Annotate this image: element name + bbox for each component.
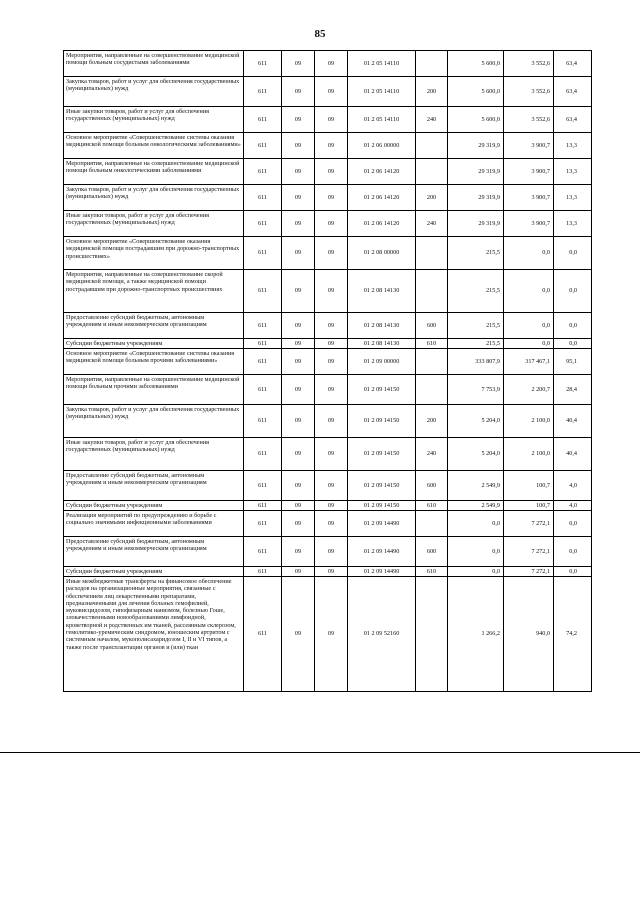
percent-cell: 0,0	[554, 339, 592, 349]
target-code-cell: 01 2 09 14490	[348, 567, 416, 577]
expense-type-cell	[416, 159, 448, 185]
target-code-cell: 01 2 05 14110	[348, 77, 416, 107]
actual-amount-cell: 940,0	[504, 577, 554, 692]
table-row	[64, 501, 592, 511]
expense-type-cell	[416, 375, 448, 405]
target-code-cell: 01 2 09 00000	[348, 349, 416, 375]
admin-code-cell: 611	[244, 577, 282, 692]
table-row	[64, 349, 592, 375]
target-code-cell: 01 2 08 14130	[348, 270, 416, 313]
target-code-cell: 01 2 05 14110	[348, 107, 416, 133]
subsection-code-cell: 09	[315, 405, 348, 438]
row-name-cell: Мероприятия, направленные на совершенствование медицинской помощи больным онкологическими заболеваниями	[64, 159, 244, 185]
percent-cell: 63,4	[554, 77, 592, 107]
admin-code-cell: 611	[244, 51, 282, 77]
target-code-cell: 01 2 06 14120	[348, 159, 416, 185]
section-code-cell: 09	[282, 133, 315, 159]
section-code-cell: 09	[282, 511, 315, 537]
table-row	[64, 339, 592, 349]
row-name-cell: Закупка товаров, работ и услуг для обеспечения государственных (муниципальных) нужд	[64, 77, 244, 107]
actual-amount-cell: 3 552,6	[504, 107, 554, 133]
admin-code-cell: 611	[244, 471, 282, 501]
subsection-code-cell: 09	[315, 77, 348, 107]
admin-code-cell: 611	[244, 237, 282, 270]
expense-type-cell: 200	[416, 77, 448, 107]
table-row	[64, 405, 592, 438]
expense-type-cell: 610	[416, 501, 448, 511]
table-row	[64, 537, 592, 567]
plan-amount-cell: 29 319,9	[448, 185, 504, 211]
percent-cell: 13,3	[554, 185, 592, 211]
plan-amount-cell: 0,0	[448, 567, 504, 577]
row-name-cell: Иные закупки товаров, работ и услуг для обеспечения государственных (муниципальных) нужд	[64, 211, 244, 237]
table-row	[64, 159, 592, 185]
section-code-cell: 09	[282, 51, 315, 77]
table-row	[64, 133, 592, 159]
subsection-code-cell: 09	[315, 471, 348, 501]
table-row	[64, 438, 592, 471]
expense-type-cell: 600	[416, 537, 448, 567]
plan-amount-cell: 5 600,0	[448, 107, 504, 133]
actual-amount-cell: 3 552,6	[504, 51, 554, 77]
percent-cell: 0,0	[554, 270, 592, 313]
percent-cell: 13,3	[554, 133, 592, 159]
plan-amount-cell: 5 600,0	[448, 77, 504, 107]
row-name-cell: Предоставление субсидий бюджетным, автономным учреждениям и иным некоммерческим организациям	[64, 313, 244, 339]
admin-code-cell: 611	[244, 185, 282, 211]
row-name-cell: Иные закупки товаров, работ и услуг для обеспечения государственных (муниципальных) нужд	[64, 107, 244, 133]
admin-code-cell: 611	[244, 339, 282, 349]
section-code-cell: 09	[282, 237, 315, 270]
plan-amount-cell: 1 266,2	[448, 577, 504, 692]
plan-amount-cell: 5 600,0	[448, 51, 504, 77]
actual-amount-cell: 0,0	[504, 313, 554, 339]
section-code-cell: 09	[282, 159, 315, 185]
row-name-cell: Субсидии бюджетным учреждениям	[64, 501, 244, 511]
plan-amount-cell: 2 549,9	[448, 471, 504, 501]
expense-type-cell: 610	[416, 567, 448, 577]
expense-type-cell: 200	[416, 405, 448, 438]
subsection-code-cell: 09	[315, 577, 348, 692]
row-name-cell: Субсидии бюджетным учреждениям	[64, 567, 244, 577]
actual-amount-cell: 3 900,7	[504, 211, 554, 237]
actual-amount-cell: 0,0	[504, 339, 554, 349]
actual-amount-cell: 317 467,1	[504, 349, 554, 375]
plan-amount-cell: 215,5	[448, 339, 504, 349]
percent-cell: 0,0	[554, 313, 592, 339]
percent-cell: 0,0	[554, 567, 592, 577]
plan-amount-cell: 215,5	[448, 237, 504, 270]
actual-amount-cell: 3 552,6	[504, 77, 554, 107]
subsection-code-cell: 09	[315, 313, 348, 339]
row-name-cell: Основное мероприятие «Совершенствование системы оказания медицинской помощи больным онкологическими заболеваниями»	[64, 133, 244, 159]
percent-cell: 63,4	[554, 51, 592, 77]
target-code-cell: 01 2 09 14150	[348, 471, 416, 501]
row-name-cell: Закупка товаров, работ и услуг для обеспечения государственных (муниципальных) нужд	[64, 405, 244, 438]
section-code-cell: 09	[282, 349, 315, 375]
actual-amount-cell: 3 900,7	[504, 159, 554, 185]
target-code-cell: 01 2 06 14120	[348, 211, 416, 237]
percent-cell: 13,3	[554, 159, 592, 185]
admin-code-cell: 611	[244, 537, 282, 567]
plan-amount-cell: 5 204,0	[448, 438, 504, 471]
subsection-code-cell: 09	[315, 537, 348, 567]
section-code-cell: 09	[282, 567, 315, 577]
plan-amount-cell: 5 204,0	[448, 405, 504, 438]
table-row	[64, 313, 592, 339]
expense-type-cell: 610	[416, 339, 448, 349]
actual-amount-cell: 0,0	[504, 237, 554, 270]
admin-code-cell: 611	[244, 567, 282, 577]
budget-table	[63, 50, 592, 692]
subsection-code-cell: 09	[315, 185, 348, 211]
expense-type-cell: 240	[416, 211, 448, 237]
section-code-cell: 09	[282, 313, 315, 339]
expense-type-cell: 240	[416, 107, 448, 133]
plan-amount-cell: 29 319,9	[448, 211, 504, 237]
percent-cell: 63,4	[554, 107, 592, 133]
admin-code-cell: 611	[244, 405, 282, 438]
plan-amount-cell: 333 807,9	[448, 349, 504, 375]
subsection-code-cell: 09	[315, 375, 348, 405]
target-code-cell: 01 2 09 14490	[348, 511, 416, 537]
admin-code-cell: 611	[244, 349, 282, 375]
row-name-cell: Мероприятия, направленные на совершенствование скорой медицинской помощи, а также медицинской помощи пострадавшим при дорожно-транспортных происшествиях	[64, 270, 244, 313]
subsection-code-cell: 09	[315, 211, 348, 237]
expense-type-cell	[416, 133, 448, 159]
admin-code-cell: 611	[244, 270, 282, 313]
table-row	[64, 577, 592, 692]
subsection-code-cell: 09	[315, 237, 348, 270]
percent-cell: 4,0	[554, 501, 592, 511]
target-code-cell: 01 2 08 14130	[348, 313, 416, 339]
table-row	[64, 567, 592, 577]
row-name-cell: Иные закупки товаров, работ и услуг для обеспечения государственных (муниципальных) нужд	[64, 438, 244, 471]
expense-type-cell: 600	[416, 471, 448, 501]
table-row	[64, 77, 592, 107]
target-code-cell: 01 2 09 14490	[348, 537, 416, 567]
section-code-cell: 09	[282, 577, 315, 692]
table-row	[64, 471, 592, 501]
row-name-cell: Предоставление субсидий бюджетным, автономным учреждениям и иным некоммерческим организациям	[64, 471, 244, 501]
admin-code-cell: 611	[244, 133, 282, 159]
expense-type-cell	[416, 577, 448, 692]
percent-cell: 0,0	[554, 237, 592, 270]
target-code-cell: 01 2 09 14150	[348, 438, 416, 471]
subsection-code-cell: 09	[315, 270, 348, 313]
percent-cell: 0,0	[554, 511, 592, 537]
plan-amount-cell: 29 319,9	[448, 159, 504, 185]
subsection-code-cell: 09	[315, 339, 348, 349]
subsection-code-cell: 09	[315, 51, 348, 77]
expense-type-cell: 200	[416, 185, 448, 211]
subsection-code-cell: 09	[315, 159, 348, 185]
table-row	[64, 237, 592, 270]
admin-code-cell: 611	[244, 313, 282, 339]
percent-cell: 28,4	[554, 375, 592, 405]
actual-amount-cell: 7 272,1	[504, 567, 554, 577]
admin-code-cell: 611	[244, 438, 282, 471]
table-row	[64, 51, 592, 77]
row-name-cell: Иные межбюджетные трансферты на финансовое обеспечение расходов на организационные мероприятия, связанные с обеспечением лиц лекарственными препаратами, предназначенными для лечения больных гемофилией, муковисцидозом, гипофизарным нанизмом, болезнью Гоше, злокачественными новообразованиями лимфоидной, кроветворной и родственных им тканей, рассеянным склерозом, гемолитико-уремическим синдромом, юношеским артритом с системным началом, мукополисахаридозом I, II и VI типов, а также после трансплантации органов и (или) ткан	[64, 577, 244, 692]
page-number: 85	[314, 28, 326, 40]
actual-amount-cell: 100,7	[504, 471, 554, 501]
row-name-cell: Основное мероприятие «Совершенствование оказания медицинской помощи пострадавшим при дорожно-транспортных происшествиях»	[64, 237, 244, 270]
expense-type-cell: 600	[416, 313, 448, 339]
subsection-code-cell: 09	[315, 501, 348, 511]
section-code-cell: 09	[282, 211, 315, 237]
percent-cell: 40,4	[554, 438, 592, 471]
section-code-cell: 09	[282, 375, 315, 405]
subsection-code-cell: 09	[315, 133, 348, 159]
target-code-cell: 01 2 08 14130	[348, 339, 416, 349]
section-code-cell: 09	[282, 107, 315, 133]
admin-code-cell: 611	[244, 107, 282, 133]
admin-code-cell: 611	[244, 77, 282, 107]
target-code-cell: 01 2 09 14150	[348, 405, 416, 438]
admin-code-cell: 611	[244, 501, 282, 511]
table-row	[64, 270, 592, 313]
section-code-cell: 09	[282, 270, 315, 313]
section-code-cell: 09	[282, 185, 315, 211]
row-name-cell: Субсидии бюджетным учреждениям	[64, 339, 244, 349]
actual-amount-cell: 7 272,1	[504, 537, 554, 567]
target-code-cell: 01 2 09 14150	[348, 375, 416, 405]
plan-amount-cell: 215,5	[448, 270, 504, 313]
table-row	[64, 107, 592, 133]
actual-amount-cell: 2 100,0	[504, 405, 554, 438]
table-body	[64, 51, 592, 692]
section-code-cell: 09	[282, 471, 315, 501]
percent-cell: 0,0	[554, 537, 592, 567]
subsection-code-cell: 09	[315, 438, 348, 471]
target-code-cell: 01 2 09 14150	[348, 501, 416, 511]
plan-amount-cell: 0,0	[448, 511, 504, 537]
percent-cell: 4,0	[554, 471, 592, 501]
admin-code-cell: 611	[244, 375, 282, 405]
expense-type-cell	[416, 51, 448, 77]
expense-type-cell	[416, 270, 448, 313]
row-name-cell: Предоставление субсидий бюджетным, автономным учреждениям и иным некоммерческим организациям	[64, 537, 244, 567]
target-code-cell: 01 2 09 52160	[348, 577, 416, 692]
plan-amount-cell: 7 753,9	[448, 375, 504, 405]
actual-amount-cell: 3 900,7	[504, 185, 554, 211]
expense-type-cell	[416, 511, 448, 537]
table-row	[64, 375, 592, 405]
actual-amount-cell: 2 200,7	[504, 375, 554, 405]
footer-line	[0, 752, 640, 753]
plan-amount-cell: 2 549,9	[448, 501, 504, 511]
admin-code-cell: 611	[244, 511, 282, 537]
table-row	[64, 185, 592, 211]
expense-type-cell	[416, 349, 448, 375]
section-code-cell: 09	[282, 77, 315, 107]
target-code-cell: 01 2 06 00000	[348, 133, 416, 159]
plan-amount-cell: 0,0	[448, 537, 504, 567]
actual-amount-cell: 7 272,1	[504, 511, 554, 537]
percent-cell: 74,2	[554, 577, 592, 692]
percent-cell: 13,3	[554, 211, 592, 237]
section-code-cell: 09	[282, 339, 315, 349]
row-name-cell: Основное мероприятие «Совершенствование системы оказания медицинской помощи больным прочими заболеваниями»	[64, 349, 244, 375]
table-row	[64, 511, 592, 537]
target-code-cell: 01 2 06 14120	[348, 185, 416, 211]
section-code-cell: 09	[282, 537, 315, 567]
row-name-cell: Закупка товаров, работ и услуг для обеспечения государственных (муниципальных) нужд	[64, 185, 244, 211]
actual-amount-cell: 0,0	[504, 270, 554, 313]
subsection-code-cell: 09	[315, 349, 348, 375]
subsection-code-cell: 09	[315, 511, 348, 537]
admin-code-cell: 611	[244, 211, 282, 237]
plan-amount-cell: 29 319,9	[448, 133, 504, 159]
actual-amount-cell: 100,7	[504, 501, 554, 511]
section-code-cell: 09	[282, 501, 315, 511]
row-name-cell: Реализация мероприятий по предупреждению и борьбе с социально значимыми инфекционными заболеваниями	[64, 511, 244, 537]
expense-type-cell: 240	[416, 438, 448, 471]
target-code-cell: 01 2 05 14110	[348, 51, 416, 77]
row-name-cell: Мероприятия, направленные на совершенствование медицинской помощи больным сосудистыми заболеваниями	[64, 51, 244, 77]
table-row	[64, 211, 592, 237]
expense-type-cell	[416, 237, 448, 270]
section-code-cell: 09	[282, 438, 315, 471]
percent-cell: 40,4	[554, 405, 592, 438]
row-name-cell: Мероприятия, направленные на совершенствование медицинской помощи больным прочими заболеваниями	[64, 375, 244, 405]
percent-cell: 95,1	[554, 349, 592, 375]
actual-amount-cell: 3 900,7	[504, 133, 554, 159]
actual-amount-cell: 2 100,0	[504, 438, 554, 471]
plan-amount-cell: 215,5	[448, 313, 504, 339]
subsection-code-cell: 09	[315, 567, 348, 577]
section-code-cell: 09	[282, 405, 315, 438]
admin-code-cell: 611	[244, 159, 282, 185]
subsection-code-cell: 09	[315, 107, 348, 133]
target-code-cell: 01 2 08 00000	[348, 237, 416, 270]
